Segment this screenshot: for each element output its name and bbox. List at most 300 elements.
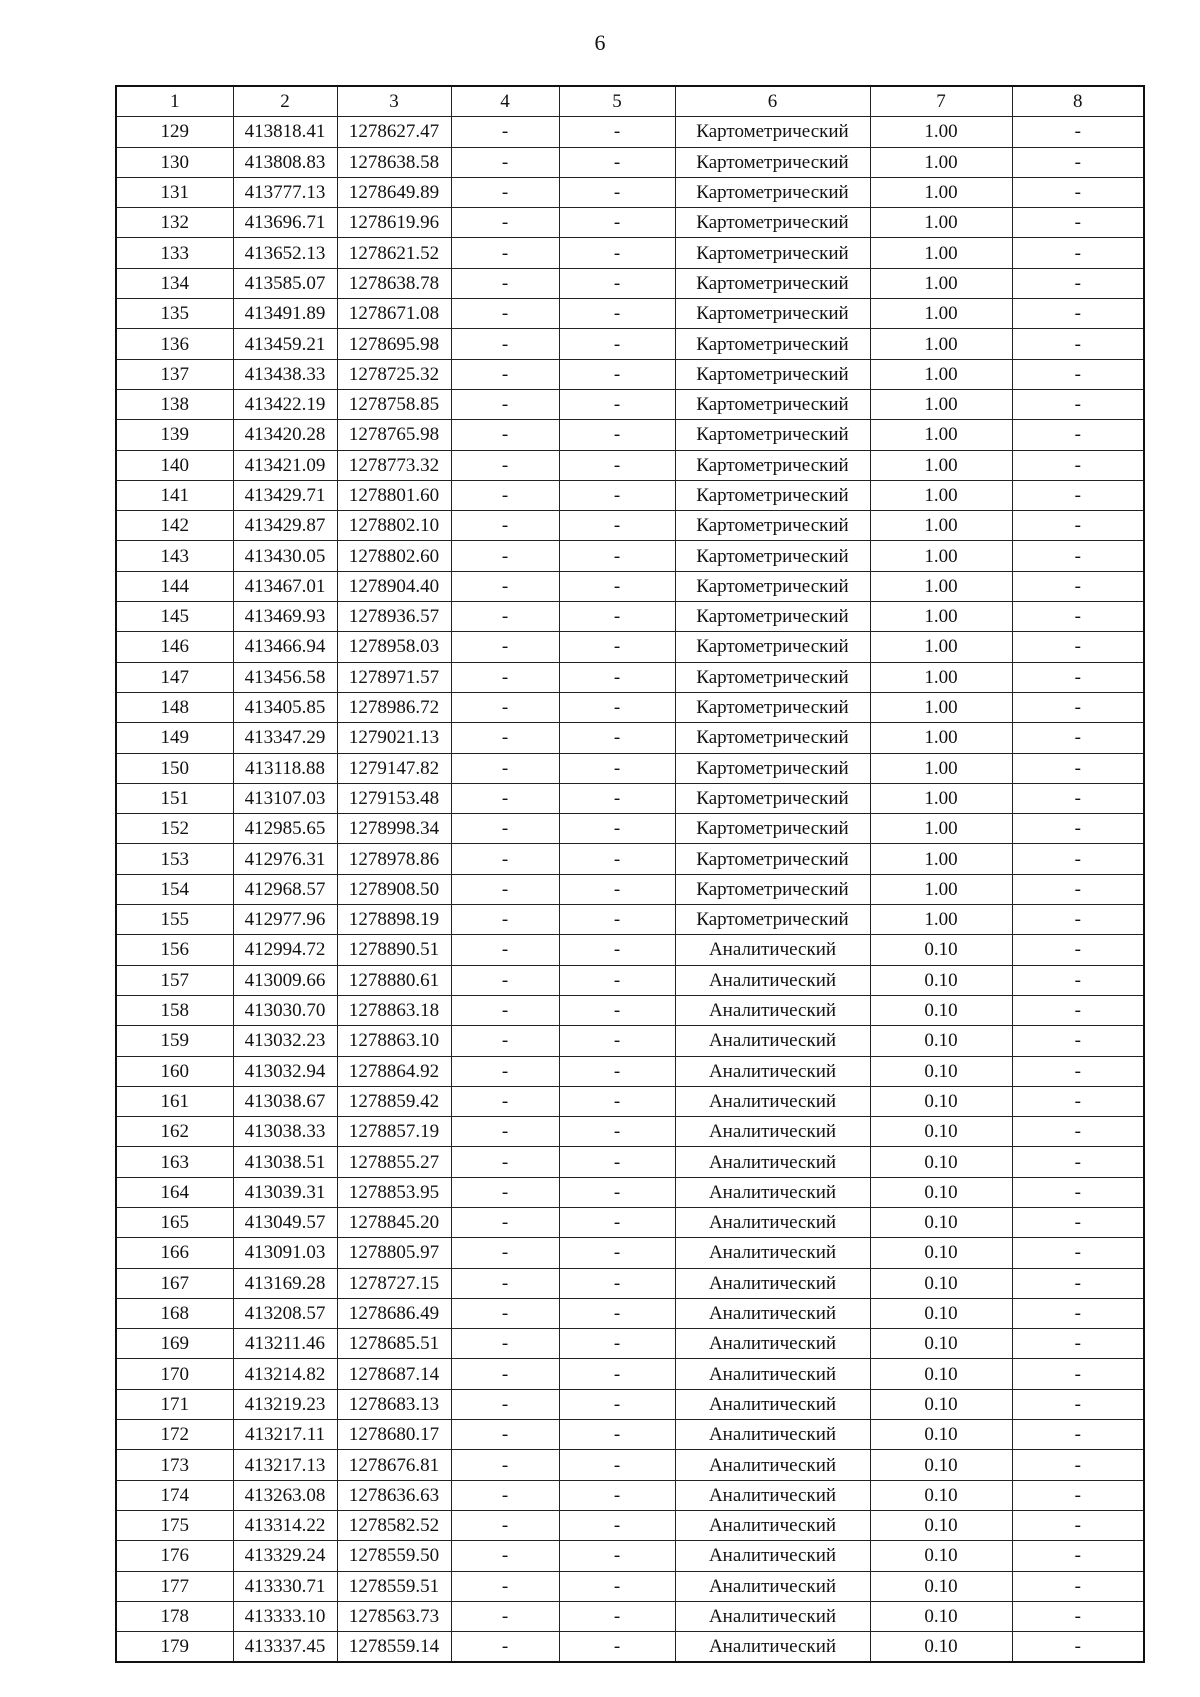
accuracy-cell: 1.00 [870,359,1012,389]
y-coordinate-cell: 1278765.98 [337,420,451,450]
table-row [116,571,1144,601]
col4-cell: - [451,208,559,238]
col8-cell: - [1012,1268,1144,1298]
accuracy-cell: 0.10 [870,1632,1012,1663]
column-header: 7 [870,86,1012,117]
method-cell: Аналитический [675,1329,870,1359]
accuracy-cell: 0.10 [870,1329,1012,1359]
column-header: 3 [337,86,451,117]
accuracy-cell: 0.10 [870,1359,1012,1389]
table-row [116,935,1144,965]
accuracy-cell: 1.00 [870,420,1012,450]
y-coordinate-cell: 1278880.61 [337,965,451,995]
col5-cell: - [559,147,675,177]
accuracy-cell: 0.10 [870,1510,1012,1540]
method-cell: Картометрический [675,692,870,722]
accuracy-cell: 1.00 [870,632,1012,662]
point-number-cell: 166 [116,1238,233,1268]
col8-cell: - [1012,541,1144,571]
y-coordinate-cell: 1279147.82 [337,753,451,783]
point-number-cell: 162 [116,1117,233,1147]
method-cell: Аналитический [675,1086,870,1116]
column-header: 4 [451,86,559,117]
point-number-cell: 170 [116,1359,233,1389]
point-number-cell: 177 [116,1571,233,1601]
col4-cell: - [451,1480,559,1510]
col5-cell: - [559,662,675,692]
col5-cell: - [559,874,675,904]
y-coordinate-cell: 1278864.92 [337,1056,451,1086]
method-cell: Аналитический [675,1420,870,1450]
method-cell: Аналитический [675,1177,870,1207]
col8-cell: - [1012,844,1144,874]
point-number-cell: 164 [116,1177,233,1207]
col4-cell: - [451,1329,559,1359]
col5-cell: - [559,1450,675,1480]
x-coordinate-cell: 413032.94 [233,1056,337,1086]
table-row [116,450,1144,480]
col8-cell: - [1012,1056,1144,1086]
col5-cell: - [559,1147,675,1177]
accuracy-cell: 1.00 [870,874,1012,904]
col4-cell: - [451,905,559,935]
column-header: 8 [1012,86,1144,117]
accuracy-cell: 0.10 [870,1541,1012,1571]
col5-cell: - [559,1420,675,1450]
y-coordinate-cell: 1278986.72 [337,692,451,722]
table-row [116,1601,1144,1631]
method-cell: Картометрический [675,450,870,480]
point-number-cell: 167 [116,1268,233,1298]
x-coordinate-cell: 413107.03 [233,783,337,813]
col8-cell: - [1012,147,1144,177]
accuracy-cell: 1.00 [870,389,1012,419]
y-coordinate-cell: 1278908.50 [337,874,451,904]
point-number-cell: 130 [116,147,233,177]
table-row [116,389,1144,419]
col4-cell: - [451,602,559,632]
x-coordinate-cell: 413429.87 [233,511,337,541]
col4-cell: - [451,1359,559,1389]
y-coordinate-cell: 1278685.51 [337,1329,451,1359]
table-row [116,299,1144,329]
method-cell: Аналитический [675,1571,870,1601]
point-number-cell: 158 [116,995,233,1025]
accuracy-cell: 0.10 [870,1086,1012,1116]
col8-cell: - [1012,511,1144,541]
y-coordinate-cell: 1278627.47 [337,117,451,147]
table-body [116,117,1144,1663]
x-coordinate-cell: 412976.31 [233,844,337,874]
point-number-cell: 134 [116,268,233,298]
y-coordinate-cell: 1278863.10 [337,1026,451,1056]
col4-cell: - [451,753,559,783]
y-coordinate-cell: 1278936.57 [337,602,451,632]
accuracy-cell: 1.00 [870,844,1012,874]
col4-cell: - [451,1298,559,1328]
col8-cell: - [1012,1298,1144,1328]
col5-cell: - [559,935,675,965]
y-coordinate-cell: 1278680.17 [337,1420,451,1450]
col4-cell: - [451,1450,559,1480]
table-row [116,511,1144,541]
method-cell: Аналитический [675,1117,870,1147]
x-coordinate-cell: 413491.89 [233,299,337,329]
point-number-cell: 136 [116,329,233,359]
col8-cell: - [1012,1147,1144,1177]
x-coordinate-cell: 413808.83 [233,147,337,177]
point-number-cell: 150 [116,753,233,783]
col5-cell: - [559,1177,675,1207]
col8-cell: - [1012,450,1144,480]
table-row [116,329,1144,359]
col8-cell: - [1012,1510,1144,1540]
x-coordinate-cell: 413314.22 [233,1510,337,1540]
col5-cell: - [559,1510,675,1540]
method-cell: Картометрический [675,329,870,359]
table-row [116,662,1144,692]
method-cell: Картометрический [675,480,870,510]
accuracy-cell: 1.00 [870,662,1012,692]
accuracy-cell: 1.00 [870,177,1012,207]
col5-cell: - [559,1329,675,1359]
table-row [116,995,1144,1025]
accuracy-cell: 0.10 [870,1389,1012,1419]
table-row [116,268,1144,298]
col4-cell: - [451,965,559,995]
col5-cell: - [559,359,675,389]
col5-cell: - [559,1571,675,1601]
col8-cell: - [1012,905,1144,935]
accuracy-cell: 0.10 [870,1207,1012,1237]
method-cell: Аналитический [675,1298,870,1328]
col5-cell: - [559,965,675,995]
col5-cell: - [559,814,675,844]
coordinates-table [115,85,1145,1663]
col4-cell: - [451,662,559,692]
point-number-cell: 140 [116,450,233,480]
col8-cell: - [1012,299,1144,329]
col8-cell: - [1012,753,1144,783]
col5-cell: - [559,1632,675,1663]
col5-cell: - [559,632,675,662]
table-row [116,1389,1144,1419]
col4-cell: - [451,1571,559,1601]
accuracy-cell: 1.00 [870,147,1012,177]
page-number: 6 [594,30,606,55]
method-cell: Картометрический [675,299,870,329]
accuracy-cell: 1.00 [870,753,1012,783]
col8-cell: - [1012,935,1144,965]
col8-cell: - [1012,177,1144,207]
col4-cell: - [451,177,559,207]
col8-cell: - [1012,1541,1144,1571]
col4-cell: - [451,238,559,268]
col4-cell: - [451,814,559,844]
point-number-cell: 137 [116,359,233,389]
x-coordinate-cell: 413777.13 [233,177,337,207]
col5-cell: - [559,177,675,207]
col4-cell: - [451,995,559,1025]
col8-cell: - [1012,1571,1144,1601]
col8-cell: - [1012,1420,1144,1450]
table-row [116,238,1144,268]
col4-cell: - [451,389,559,419]
col4-cell: - [451,1601,559,1631]
x-coordinate-cell: 413038.33 [233,1117,337,1147]
point-number-cell: 176 [116,1541,233,1571]
col4-cell: - [451,1177,559,1207]
point-number-cell: 154 [116,874,233,904]
x-coordinate-cell: 413466.94 [233,632,337,662]
col4-cell: - [451,541,559,571]
point-number-cell: 157 [116,965,233,995]
col4-cell: - [451,692,559,722]
method-cell: Аналитический [675,1268,870,1298]
col5-cell: - [559,723,675,753]
point-number-cell: 129 [116,117,233,147]
point-number-cell: 133 [116,238,233,268]
col8-cell: - [1012,268,1144,298]
col5-cell: - [559,208,675,238]
accuracy-cell: 0.10 [870,1147,1012,1177]
y-coordinate-cell: 1278802.10 [337,511,451,541]
table-row [116,1056,1144,1086]
y-coordinate-cell: 1278853.95 [337,1177,451,1207]
accuracy-cell: 1.00 [870,511,1012,541]
col8-cell: - [1012,238,1144,268]
col4-cell: - [451,1086,559,1116]
x-coordinate-cell: 413263.08 [233,1480,337,1510]
col5-cell: - [559,511,675,541]
point-number-cell: 153 [116,844,233,874]
col8-cell: - [1012,874,1144,904]
y-coordinate-cell: 1278904.40 [337,571,451,601]
y-coordinate-cell: 1279153.48 [337,783,451,813]
y-coordinate-cell: 1279021.13 [337,723,451,753]
point-number-cell: 171 [116,1389,233,1419]
x-coordinate-cell: 413211.46 [233,1329,337,1359]
col5-cell: - [559,692,675,722]
x-coordinate-cell: 413429.71 [233,480,337,510]
col8-cell: - [1012,420,1144,450]
table-row [116,632,1144,662]
point-number-cell: 143 [116,541,233,571]
x-coordinate-cell: 413469.93 [233,602,337,632]
method-cell: Картометрический [675,844,870,874]
x-coordinate-cell: 413038.51 [233,1147,337,1177]
y-coordinate-cell: 1278958.03 [337,632,451,662]
col5-cell: - [559,420,675,450]
method-cell: Картометрический [675,420,870,450]
y-coordinate-cell: 1278890.51 [337,935,451,965]
method-cell: Аналитический [675,1056,870,1086]
col8-cell: - [1012,1480,1144,1510]
point-number-cell: 172 [116,1420,233,1450]
table-row [116,420,1144,450]
point-number-cell: 161 [116,1086,233,1116]
col4-cell: - [451,420,559,450]
y-coordinate-cell: 1278559.51 [337,1571,451,1601]
x-coordinate-cell: 413818.41 [233,117,337,147]
accuracy-cell: 1.00 [870,329,1012,359]
table-row [116,1268,1144,1298]
point-number-cell: 155 [116,905,233,935]
point-number-cell: 173 [116,1450,233,1480]
y-coordinate-cell: 1278559.50 [337,1541,451,1571]
x-coordinate-cell: 413422.19 [233,389,337,419]
col4-cell: - [451,359,559,389]
col8-cell: - [1012,814,1144,844]
accuracy-cell: 0.10 [870,1238,1012,1268]
x-coordinate-cell: 413347.29 [233,723,337,753]
table-row [116,1632,1144,1663]
point-number-cell: 131 [116,177,233,207]
x-coordinate-cell: 412977.96 [233,905,337,935]
table-row [116,359,1144,389]
x-coordinate-cell: 413214.82 [233,1359,337,1389]
accuracy-cell: 1.00 [870,723,1012,753]
col4-cell: - [451,1541,559,1571]
point-number-cell: 145 [116,602,233,632]
point-number-cell: 141 [116,480,233,510]
accuracy-cell: 0.10 [870,1268,1012,1298]
col8-cell: - [1012,783,1144,813]
col5-cell: - [559,1359,675,1389]
col8-cell: - [1012,1450,1144,1480]
header-row [116,86,1144,117]
method-cell: Картометрический [675,632,870,662]
y-coordinate-cell: 1278859.42 [337,1086,451,1116]
col4-cell: - [451,1056,559,1086]
col8-cell: - [1012,1632,1144,1663]
col8-cell: - [1012,723,1144,753]
y-coordinate-cell: 1278801.60 [337,480,451,510]
col4-cell: - [451,1207,559,1237]
accuracy-cell: 1.00 [870,238,1012,268]
x-coordinate-cell: 413456.58 [233,662,337,692]
x-coordinate-cell: 413219.23 [233,1389,337,1419]
accuracy-cell: 1.00 [870,268,1012,298]
point-number-cell: 144 [116,571,233,601]
col5-cell: - [559,1086,675,1116]
x-coordinate-cell: 413337.45 [233,1632,337,1663]
accuracy-cell: 0.10 [870,1056,1012,1086]
table-row [116,1420,1144,1450]
point-number-cell: 146 [116,632,233,662]
method-cell: Картометрический [675,814,870,844]
accuracy-cell: 1.00 [870,541,1012,571]
col8-cell: - [1012,1389,1144,1419]
point-number-cell: 151 [116,783,233,813]
y-coordinate-cell: 1278649.89 [337,177,451,207]
column-header: 6 [675,86,870,117]
accuracy-cell: 0.10 [870,935,1012,965]
y-coordinate-cell: 1278863.18 [337,995,451,1025]
point-number-cell: 165 [116,1207,233,1237]
point-number-cell: 163 [116,1147,233,1177]
y-coordinate-cell: 1278845.20 [337,1207,451,1237]
y-coordinate-cell: 1278687.14 [337,1359,451,1389]
table-row [116,723,1144,753]
table-row [116,814,1144,844]
point-number-cell: 132 [116,208,233,238]
x-coordinate-cell: 413421.09 [233,450,337,480]
col5-cell: - [559,541,675,571]
accuracy-cell: 1.00 [870,692,1012,722]
col5-cell: - [559,299,675,329]
x-coordinate-cell: 413585.07 [233,268,337,298]
col4-cell: - [451,632,559,662]
col5-cell: - [559,995,675,1025]
table-row [116,753,1144,783]
accuracy-cell: 0.10 [870,995,1012,1025]
table-row [116,1329,1144,1359]
point-number-cell: 179 [116,1632,233,1663]
point-number-cell: 148 [116,692,233,722]
col5-cell: - [559,602,675,632]
point-number-cell: 149 [116,723,233,753]
table-row [116,1510,1144,1540]
y-coordinate-cell: 1278563.73 [337,1601,451,1631]
col4-cell: - [451,1238,559,1268]
accuracy-cell: 0.10 [870,1177,1012,1207]
point-number-cell: 174 [116,1480,233,1510]
accuracy-cell: 1.00 [870,450,1012,480]
y-coordinate-cell: 1278636.63 [337,1480,451,1510]
col5-cell: - [559,783,675,813]
col5-cell: - [559,117,675,147]
point-number-cell: 156 [116,935,233,965]
col4-cell: - [451,268,559,298]
table-row [116,1026,1144,1056]
x-coordinate-cell: 413217.11 [233,1420,337,1450]
column-header: 5 [559,86,675,117]
col5-cell: - [559,905,675,935]
x-coordinate-cell: 413169.28 [233,1268,337,1298]
col4-cell: - [451,450,559,480]
table-row [116,874,1144,904]
col8-cell: - [1012,1117,1144,1147]
col4-cell: - [451,783,559,813]
col4-cell: - [451,511,559,541]
method-cell: Аналитический [675,1541,870,1571]
method-cell: Картометрический [675,208,870,238]
y-coordinate-cell: 1278621.52 [337,238,451,268]
x-coordinate-cell: 412994.72 [233,935,337,965]
col4-cell: - [451,1632,559,1663]
table-row [116,965,1144,995]
accuracy-cell: 0.10 [870,1026,1012,1056]
accuracy-cell: 0.10 [870,1298,1012,1328]
x-coordinate-cell: 413438.33 [233,359,337,389]
col5-cell: - [559,1268,675,1298]
x-coordinate-cell: 413032.23 [233,1026,337,1056]
x-coordinate-cell: 412985.65 [233,814,337,844]
method-cell: Аналитический [675,1147,870,1177]
x-coordinate-cell: 413652.13 [233,238,337,268]
y-coordinate-cell: 1278805.97 [337,1238,451,1268]
col4-cell: - [451,1510,559,1540]
col8-cell: - [1012,1177,1144,1207]
column-header: 2 [233,86,337,117]
accuracy-cell: 1.00 [870,480,1012,510]
method-cell: Картометрический [675,905,870,935]
point-number-cell: 160 [116,1056,233,1086]
y-coordinate-cell: 1278857.19 [337,1117,451,1147]
table-row [116,1359,1144,1389]
accuracy-cell: 1.00 [870,208,1012,238]
